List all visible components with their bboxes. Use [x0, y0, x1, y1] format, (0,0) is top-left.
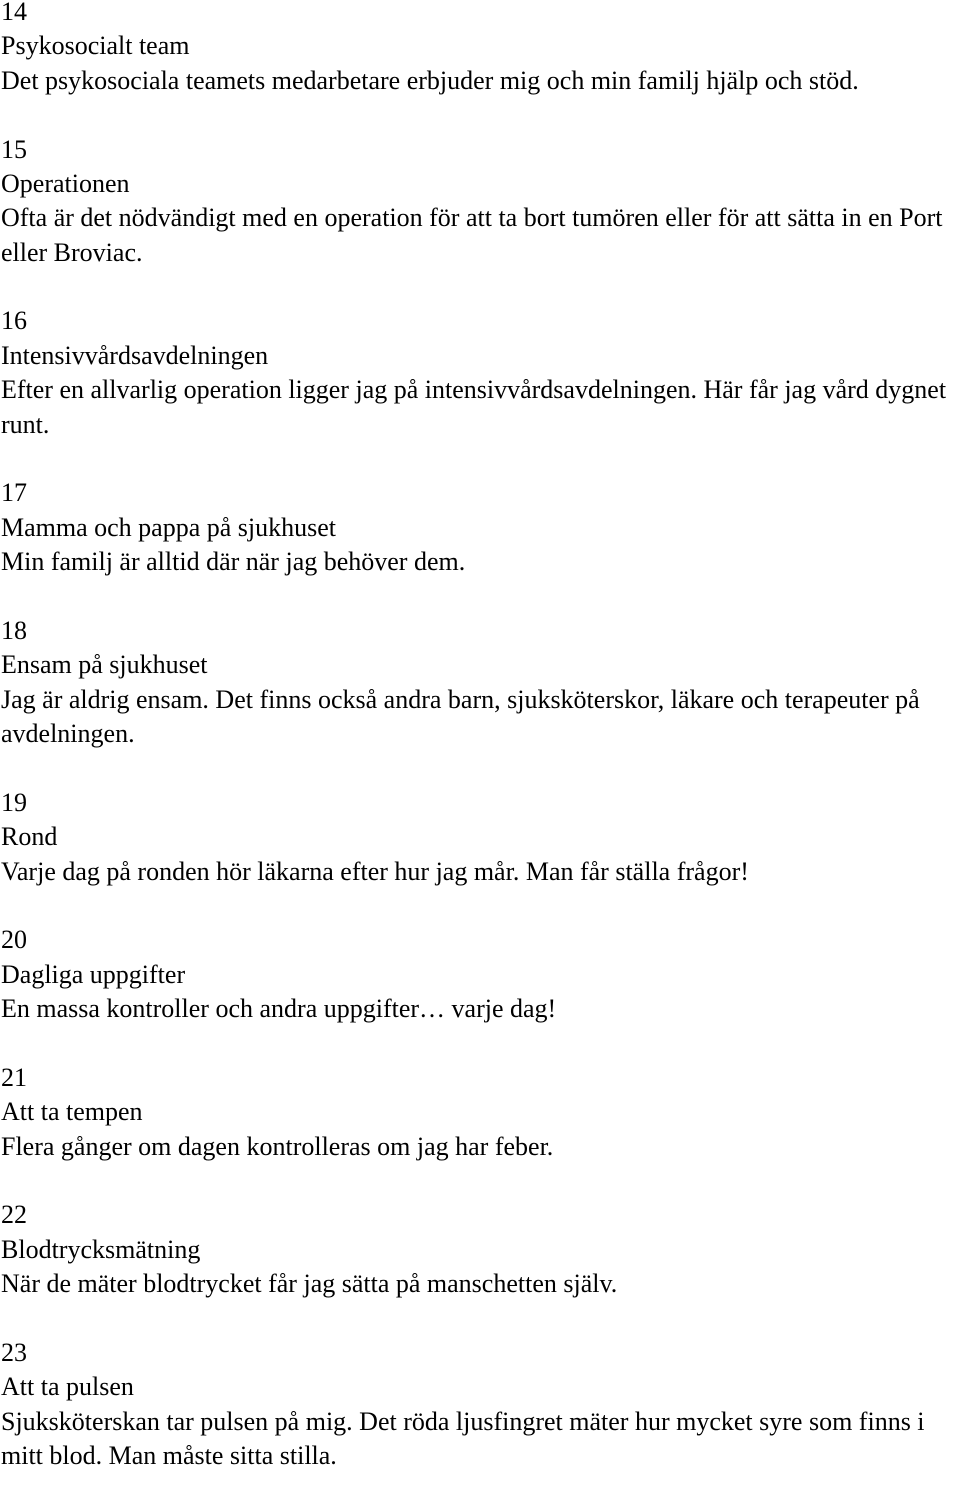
entry-number: 20	[1, 925, 27, 955]
entry-number: 15	[1, 134, 27, 164]
entry-17	[1, 476, 959, 579]
entry-15	[1, 133, 959, 271]
entry-19	[1, 786, 959, 889]
entry-18	[1, 614, 959, 752]
entry-text: Varje dag på ronden hör läkarna efter hur jag mår. Man får ställa frågor!	[1, 856, 749, 886]
entry-number: 23	[1, 1337, 27, 1367]
entry-number: 17	[1, 478, 27, 508]
document-page	[1, 0, 959, 1473]
entry-number: 14	[1, 0, 27, 26]
entry-title: Rond	[1, 822, 58, 852]
entry-text: När de mäter blodtrycket får jag sätta på manschetten själv.	[1, 1269, 618, 1299]
entry-number: 19	[1, 787, 27, 817]
entry-text: Min familj är alltid där när jag behöver dem.	[1, 547, 466, 577]
entry-text: Sjuksköterskan tar pulsen på mig. Det röda ljusfingret mäter hur mycket syre som finns i mitt blod. Man måste sitta stilla.	[1, 1406, 925, 1471]
entry-text: En massa kontroller och andra uppgifter… varje dag!	[1, 994, 557, 1024]
entry-text: Flera gånger om dagen kontrolleras om jag har feber.	[1, 1131, 554, 1161]
entry-number: 22	[1, 1200, 27, 1230]
entry-text: Efter en allvarlig operation ligger jag på intensivvårdsavdelningen. Här får jag vård dygnet runt.	[1, 375, 947, 439]
entry-title: Mamma och pappa på sjukhuset	[1, 512, 337, 542]
entry-22	[1, 1198, 959, 1301]
entry-title: Ensam på sjukhuset	[1, 650, 208, 680]
entry-title: Intensivvårdsavdelningen	[1, 340, 269, 370]
entry-text: Ofta är det nödvändigt med en operation för att ta bort tumören eller för att sätta in en Port eller Broviac.	[1, 203, 943, 267]
entry-title: Att ta pulsen	[1, 1372, 134, 1402]
entry-14	[1, 0, 959, 98]
entry-title: Dagliga uppgifter	[1, 959, 186, 989]
entry-number: 21	[1, 1062, 27, 1092]
entry-number: 16	[1, 306, 27, 336]
entry-title: Att ta tempen	[1, 1097, 143, 1127]
entry-16	[1, 304, 959, 442]
entry-21	[1, 1061, 959, 1164]
entry-number: 18	[1, 615, 27, 645]
entry-title: Operationen	[1, 168, 130, 198]
entry-title: Blodtrycksmätning	[1, 1234, 201, 1264]
entry-text: Det psykosociala teamets medarbetare erbjuder mig och min familj hjälp och stöd.	[1, 65, 859, 95]
entry-text: Jag är aldrig ensam. Det finns också andra barn, sjuksköterskor, läkare och terapeuter på avdelningen.	[1, 684, 920, 749]
entry-23	[1, 1336, 959, 1474]
entry-20	[1, 923, 959, 1026]
entry-title: Psykosocialt team	[1, 31, 190, 61]
